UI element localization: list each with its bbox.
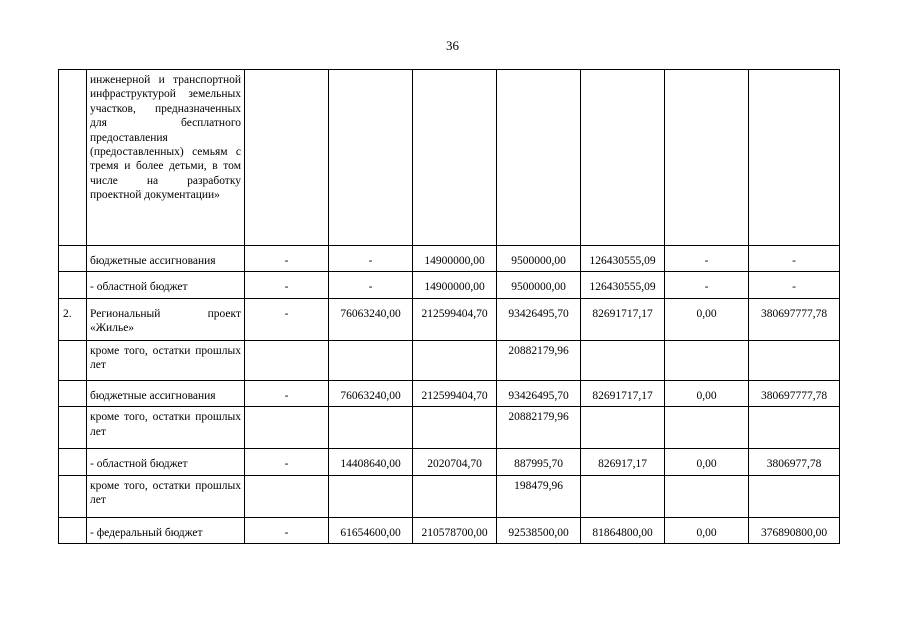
value-cell xyxy=(245,70,329,246)
value-cell xyxy=(413,475,497,517)
value-cell: 0,00 xyxy=(665,449,749,475)
row-name-cell: - областной бюджет xyxy=(87,449,245,475)
value-cell: 9500000,00 xyxy=(497,246,581,272)
value-cell xyxy=(665,70,749,246)
value-cell: 81864800,00 xyxy=(581,517,665,543)
table-body xyxy=(59,70,840,544)
value-cell xyxy=(665,475,749,517)
value-cell: 210578700,00 xyxy=(413,517,497,543)
value-cell: 93426495,70 xyxy=(497,298,581,340)
value-cell xyxy=(665,407,749,449)
row-name-cell: бюджетные ассигнования xyxy=(87,380,245,406)
value-cell: 9500000,00 xyxy=(497,272,581,298)
value-cell xyxy=(665,340,749,380)
value-cell xyxy=(245,407,329,449)
row-number-cell xyxy=(59,340,87,380)
value-cell xyxy=(329,407,413,449)
row-name-cell: - областной бюджет xyxy=(87,272,245,298)
value-cell: 212599404,70 xyxy=(413,380,497,406)
value-cell: 93426495,70 xyxy=(497,380,581,406)
value-cell xyxy=(497,70,581,246)
value-cell: - xyxy=(329,272,413,298)
value-cell: 92538500,00 xyxy=(497,517,581,543)
value-cell xyxy=(245,340,329,380)
value-cell: - xyxy=(245,298,329,340)
value-cell: - xyxy=(665,246,749,272)
value-cell: 2020704,70 xyxy=(413,449,497,475)
table-row xyxy=(59,517,840,543)
value-cell: 14900000,00 xyxy=(413,272,497,298)
row-name-cell: кроме того, остатки прошлых лет xyxy=(87,475,245,517)
value-cell xyxy=(413,340,497,380)
value-cell: 14900000,00 xyxy=(413,246,497,272)
table-row xyxy=(59,449,840,475)
row-number-cell xyxy=(59,475,87,517)
table-row xyxy=(59,407,840,449)
value-cell: 826917,17 xyxy=(581,449,665,475)
table-row xyxy=(59,246,840,272)
value-cell: 376890800,00 xyxy=(749,517,840,543)
value-cell xyxy=(329,475,413,517)
budget-table xyxy=(58,69,840,544)
row-number-cell xyxy=(59,70,87,246)
value-cell: 887995,70 xyxy=(497,449,581,475)
value-cell xyxy=(329,70,413,246)
page-number: 36 xyxy=(446,38,459,53)
value-cell: 82691717,17 xyxy=(581,298,665,340)
value-cell: 380697777,78 xyxy=(749,298,840,340)
value-cell: - xyxy=(245,380,329,406)
value-cell xyxy=(329,340,413,380)
value-cell: 126430555,09 xyxy=(581,246,665,272)
row-number-cell xyxy=(59,449,87,475)
value-cell xyxy=(749,340,840,380)
value-cell xyxy=(749,475,840,517)
value-cell xyxy=(413,70,497,246)
table-row xyxy=(59,298,840,340)
value-cell: 198479,96 xyxy=(497,475,581,517)
value-cell: 0,00 xyxy=(665,380,749,406)
value-cell xyxy=(581,70,665,246)
value-cell: - xyxy=(749,272,840,298)
value-cell: - xyxy=(245,272,329,298)
value-cell xyxy=(581,475,665,517)
value-cell: 82691717,17 xyxy=(581,380,665,406)
table-row xyxy=(59,475,840,517)
table-row xyxy=(59,272,840,298)
value-cell: 76063240,00 xyxy=(329,380,413,406)
value-cell: 0,00 xyxy=(665,517,749,543)
value-cell: - xyxy=(749,246,840,272)
row-name-cell: кроме того, остатки прошлых лет xyxy=(87,407,245,449)
row-number-cell xyxy=(59,272,87,298)
value-cell: - xyxy=(245,517,329,543)
row-number-cell: 2. xyxy=(59,298,87,340)
row-name-cell: инженерной и транспортной инфраструктурой земельных участков, предназначенных для бесплатного предоставления (предоставленных) семьям с тремя и более детьми, в том числе на разработку проектной документации» xyxy=(87,70,245,246)
value-cell: 76063240,00 xyxy=(329,298,413,340)
value-cell: 20882179,96 xyxy=(497,340,581,380)
value-cell: 212599404,70 xyxy=(413,298,497,340)
value-cell: 126430555,09 xyxy=(581,272,665,298)
row-number-cell xyxy=(59,407,87,449)
value-cell: - xyxy=(245,449,329,475)
value-cell: - xyxy=(245,246,329,272)
value-cell: - xyxy=(329,246,413,272)
row-name-cell: Региональный проект «Жилье» xyxy=(87,298,245,340)
value-cell xyxy=(749,407,840,449)
row-number-cell xyxy=(59,517,87,543)
row-number-cell xyxy=(59,246,87,272)
table-row xyxy=(59,380,840,406)
value-cell: 20882179,96 xyxy=(497,407,581,449)
row-name-cell: кроме того, остатки прошлых лет xyxy=(87,340,245,380)
value-cell: 61654600,00 xyxy=(329,517,413,543)
value-cell xyxy=(581,407,665,449)
row-number-cell xyxy=(59,380,87,406)
table-row xyxy=(59,340,840,380)
value-cell xyxy=(581,340,665,380)
value-cell: 3806977,78 xyxy=(749,449,840,475)
value-cell: 14408640,00 xyxy=(329,449,413,475)
row-name-cell: бюджетные ассигнования xyxy=(87,246,245,272)
value-cell xyxy=(245,475,329,517)
value-cell: 0,00 xyxy=(665,298,749,340)
value-cell: - xyxy=(665,272,749,298)
value-cell xyxy=(413,407,497,449)
value-cell xyxy=(749,70,840,246)
row-name-cell: - федеральный бюджет xyxy=(87,517,245,543)
value-cell: 380697777,78 xyxy=(749,380,840,406)
table-row xyxy=(59,70,840,246)
